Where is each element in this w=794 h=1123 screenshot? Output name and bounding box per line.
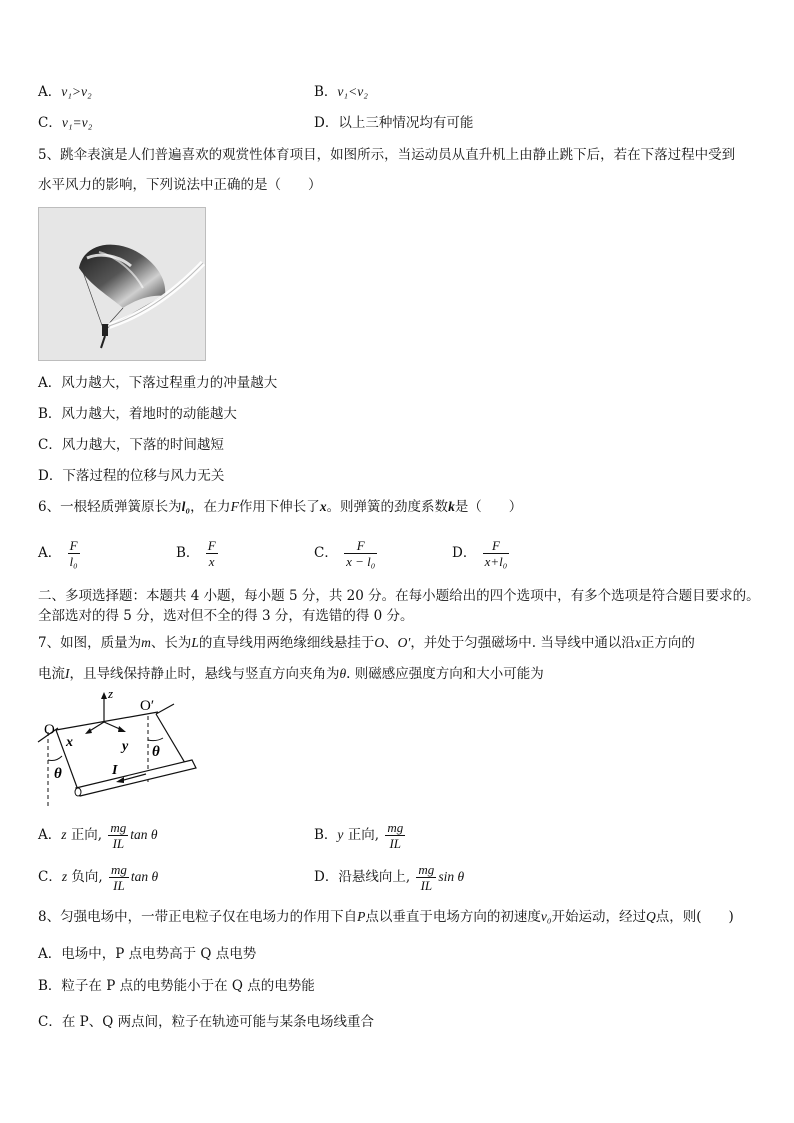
section2-line1: 二、多项选择题：本题共 4 小题，每小题 5 分，共 20 分。在每小题给出的四个选项中，有多个选项是符合题目要求的。	[38, 588, 760, 604]
q8-text: 点，则( )	[655, 909, 734, 925]
option-label: D．	[314, 869, 339, 885]
q8-option-a: A．电场中，P 点电势高于 Q 点电势	[38, 946, 257, 962]
denominator: l₀	[69, 554, 78, 569]
fraction	[483, 538, 510, 569]
q8-stem	[38, 907, 734, 927]
var-o-prime: O′	[397, 635, 411, 650]
q8-option-c: C．在 P、Q 两点间，粒子在轨迹可能与某条电场线重合	[38, 1014, 375, 1030]
numerator: F	[207, 538, 216, 553]
q6-text: 。则弹簧的劲度系数	[326, 499, 449, 515]
numerator: F	[344, 538, 377, 554]
q6-text: 6、一根轻质弹簧原长为	[38, 499, 182, 515]
q7-option-b	[314, 817, 407, 853]
option-label: D．	[452, 545, 477, 561]
numerator: mg	[110, 820, 127, 835]
denominator: IL	[389, 836, 402, 851]
denominator: x − l₀	[346, 554, 376, 569]
direction-text: 负向,	[71, 869, 103, 885]
var-k: k	[448, 499, 455, 514]
option-label: C．	[38, 869, 62, 885]
q6-option-b	[176, 535, 220, 571]
axis-var: z	[61, 827, 67, 842]
q5-stem-line1: 5、跳伞表演是人们普遍喜欢的观赏性体育项目，如图所示，当运动员从直升机上由静止跳下后，若在下落过程中受到	[38, 147, 736, 163]
wire-suspension-diagram	[36, 688, 206, 810]
q8-text: 8、匀强电场中，一带正电粒子仅在电场力的作用下自	[38, 909, 358, 925]
option-label: A．	[38, 84, 62, 100]
var-x: x	[634, 635, 641, 650]
option-label: D．	[314, 115, 339, 131]
q6-text: ，在力	[190, 499, 231, 515]
option-label: B．	[176, 545, 200, 561]
fraction	[416, 862, 436, 893]
q7-stem-line2	[38, 664, 544, 684]
label-z: z	[108, 688, 114, 701]
q7-text: ，且导线保持静止时，悬线与竖直方向夹角为	[69, 666, 340, 682]
q7-option-a	[38, 817, 158, 853]
direction-text: 正向,	[70, 827, 103, 843]
numerator: mg	[387, 820, 404, 835]
q6-option-c	[314, 535, 379, 571]
label-theta-right: θ	[152, 744, 160, 760]
numerator: F	[483, 538, 510, 554]
q6-option-d	[452, 535, 511, 571]
q7-text: 的直导线用两绝缘细线悬挂于	[198, 635, 375, 651]
label-theta-left: θ	[54, 766, 62, 782]
var-theta: θ	[339, 666, 347, 681]
option-text: 以上三种情况均有可能	[338, 115, 474, 131]
fraction	[109, 862, 129, 893]
numerator: mg	[111, 862, 127, 877]
q7-text: 正方向的	[640, 635, 695, 651]
section2-line2: 全部选对的得 5 分，选对但不全的得 3 分，有选错的得 0 分。	[38, 608, 414, 624]
q7-stem-line1	[38, 633, 695, 653]
fraction	[108, 820, 128, 851]
fraction	[206, 538, 218, 569]
denominator: IL	[420, 878, 433, 893]
numerator: mg	[418, 862, 435, 877]
q8-text: 点以垂直于电场方向的初速度	[365, 909, 541, 925]
var-v0: v₀	[540, 909, 552, 924]
denominator: IL	[113, 878, 125, 893]
fraction	[68, 538, 80, 569]
q5-stem-line2: 水平风力的影响，下列说法中正确的是（ ）	[38, 177, 322, 193]
option-label: C．	[314, 545, 338, 561]
q8-option-b: B．粒子在 P 点的电势能小于在 Q 点的电势能	[38, 978, 315, 994]
direction-text: 正向,	[347, 827, 380, 843]
var-l0: l₀	[181, 499, 191, 514]
q7-diagram	[36, 688, 206, 810]
fraction	[385, 820, 405, 851]
q5-option-a: A．风力越大，下落过程重力的冲量越大	[38, 375, 278, 391]
q7-text: ，并处于匀强磁场中. 当导线中通以沿	[410, 635, 635, 651]
q4-option-d	[314, 113, 473, 133]
trig-func: tan θ	[130, 869, 159, 884]
q6-option-a	[38, 535, 82, 571]
var-m: m	[141, 635, 151, 650]
q6-text: 作用下伸长了	[238, 499, 320, 515]
q5-option-b: B．风力越大，着地时的动能越大	[38, 406, 237, 422]
q6-stem	[38, 497, 522, 517]
q7-text: 、	[384, 635, 398, 651]
option-text: v₁>v₂	[61, 84, 92, 99]
var-o: O	[374, 635, 385, 650]
var-x: x	[319, 499, 327, 514]
q7-text: 、长为	[150, 635, 192, 651]
q4-option-c	[38, 113, 92, 133]
numerator: F	[68, 538, 80, 554]
var-l: L	[191, 635, 199, 650]
var-i: I	[65, 666, 70, 681]
q4-option-b	[314, 82, 368, 102]
parachute-illustration	[39, 208, 205, 360]
q5-option-d: D．下落过程的位移与风力无关	[38, 468, 225, 484]
q7-text: . 则磁感应强度方向和大小可能为	[346, 666, 544, 682]
option-label: B．	[314, 84, 338, 100]
label-o-prime: O′	[140, 698, 155, 714]
denominator: x+l₀	[484, 554, 508, 569]
label-o: O	[44, 722, 55, 738]
axis-var: z	[61, 869, 68, 884]
label-current: I	[112, 763, 118, 778]
label-x: x	[66, 735, 73, 750]
trig-func: sin θ	[438, 869, 465, 884]
var-p: P	[357, 909, 366, 924]
var-f: F	[230, 499, 239, 514]
option-text: v₁<v₂	[337, 84, 368, 99]
q7-text: 电流	[38, 666, 65, 682]
q4-option-a	[38, 82, 92, 102]
axis-var: y	[337, 827, 344, 842]
option-label: C．	[38, 115, 62, 131]
q7-option-c	[38, 859, 158, 895]
denominator: IL	[112, 836, 125, 851]
q7-option-d	[314, 859, 464, 895]
q7-text: 7、如图，质量为	[38, 635, 142, 651]
option-label: B．	[314, 827, 338, 843]
label-y: y	[122, 739, 129, 754]
option-label: A．	[38, 545, 62, 561]
q5-option-c: C．风力越大，下落的时间越短	[38, 437, 224, 453]
option-label: A．	[38, 827, 62, 843]
parachute-photo	[38, 207, 206, 361]
q8-text: 开始运动，经过	[551, 909, 647, 925]
direction-text: 沿悬线向上,	[338, 869, 411, 885]
option-text: v₁=v₂	[61, 115, 93, 130]
q6-text: 是（ ）	[454, 499, 523, 515]
var-q: Q	[646, 909, 656, 924]
fraction	[344, 538, 377, 569]
denominator: x	[208, 554, 215, 569]
trig-func: tan θ	[130, 827, 158, 842]
